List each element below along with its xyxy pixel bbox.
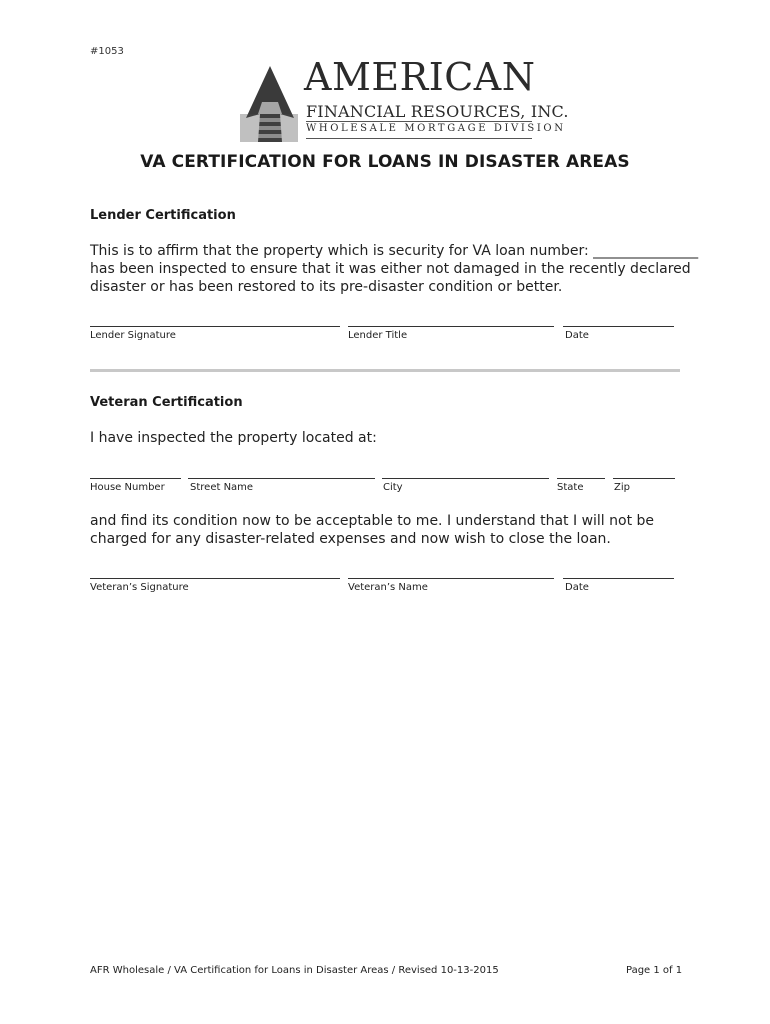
city-label: City xyxy=(383,482,403,493)
lender-title-label: Lender Title xyxy=(348,330,408,341)
zip-label: Zip xyxy=(614,482,630,493)
zip-line[interactable] xyxy=(613,478,675,479)
veteran-paragraph-line-2: charged for any disaster-related expenses and now wish to close the loan. xyxy=(90,531,611,547)
street-name-line[interactable] xyxy=(188,478,375,479)
logo-rule-top xyxy=(306,121,532,122)
lender-paragraph-line-2: has been inspected to ensure that it was either not damaged in the recently declared xyxy=(90,261,691,277)
section-divider xyxy=(90,369,680,372)
footer-revision: AFR Wholesale / VA Certification for Loans in Disaster Areas / Revised 10-13-2015 xyxy=(90,965,499,976)
logo-line-3: WHOLESALE MORTGAGE DIVISION xyxy=(306,123,566,134)
veteran-name-line[interactable] xyxy=(348,578,554,579)
lender-signature-line[interactable] xyxy=(90,326,340,327)
veteran-signature-line[interactable] xyxy=(90,578,340,579)
veteran-date-label: Date xyxy=(565,582,589,593)
veteran-paragraph-line-1: and find its condition now to be acceptable to me. I understand that I will not be xyxy=(90,513,655,529)
logo-rule-bottom xyxy=(306,138,532,139)
state-line[interactable] xyxy=(557,478,605,479)
veteran-signature-label: Veteran’s Signature xyxy=(90,582,189,593)
veteran-intro-text: I have inspected the property located at: xyxy=(90,430,377,446)
street-name-label: Street Name xyxy=(190,482,254,493)
veteran-date-line[interactable] xyxy=(563,578,674,579)
lender-title-line[interactable] xyxy=(348,326,554,327)
veteran-name-label: Veteran’s Name xyxy=(348,582,428,593)
document-title: VA CERTIFICATION FOR LOANS IN DISASTER AREAS xyxy=(140,152,630,172)
house-number-label: House Number xyxy=(90,482,165,493)
form-number: #1053 xyxy=(90,46,124,57)
footer-page-number: Page 1 of 1 xyxy=(626,965,683,976)
veteran-section-heading: Veteran Certification xyxy=(90,395,243,410)
state-label: State xyxy=(557,482,584,493)
house-number-line[interactable] xyxy=(90,478,181,479)
lender-paragraph-line-3: disaster or has been restored to its pre-disaster condition or better. xyxy=(90,279,563,295)
company-logo xyxy=(236,55,569,142)
logo-line-2: FINANCIAL RESOURCES, INC. xyxy=(306,102,569,121)
lender-section-heading: Lender Certification xyxy=(90,208,236,223)
lender-signature-label: Lender Signature xyxy=(90,330,176,341)
lender-date-line[interactable] xyxy=(563,326,674,327)
flag-arrow-icon xyxy=(236,66,302,142)
logo-line-1: AMERICAN xyxy=(304,55,536,99)
lender-paragraph-line-1: This is to affirm that the property which is security for VA loan number: _______________ xyxy=(90,243,699,259)
city-line[interactable] xyxy=(382,478,549,479)
lender-date-label: Date xyxy=(565,330,589,341)
